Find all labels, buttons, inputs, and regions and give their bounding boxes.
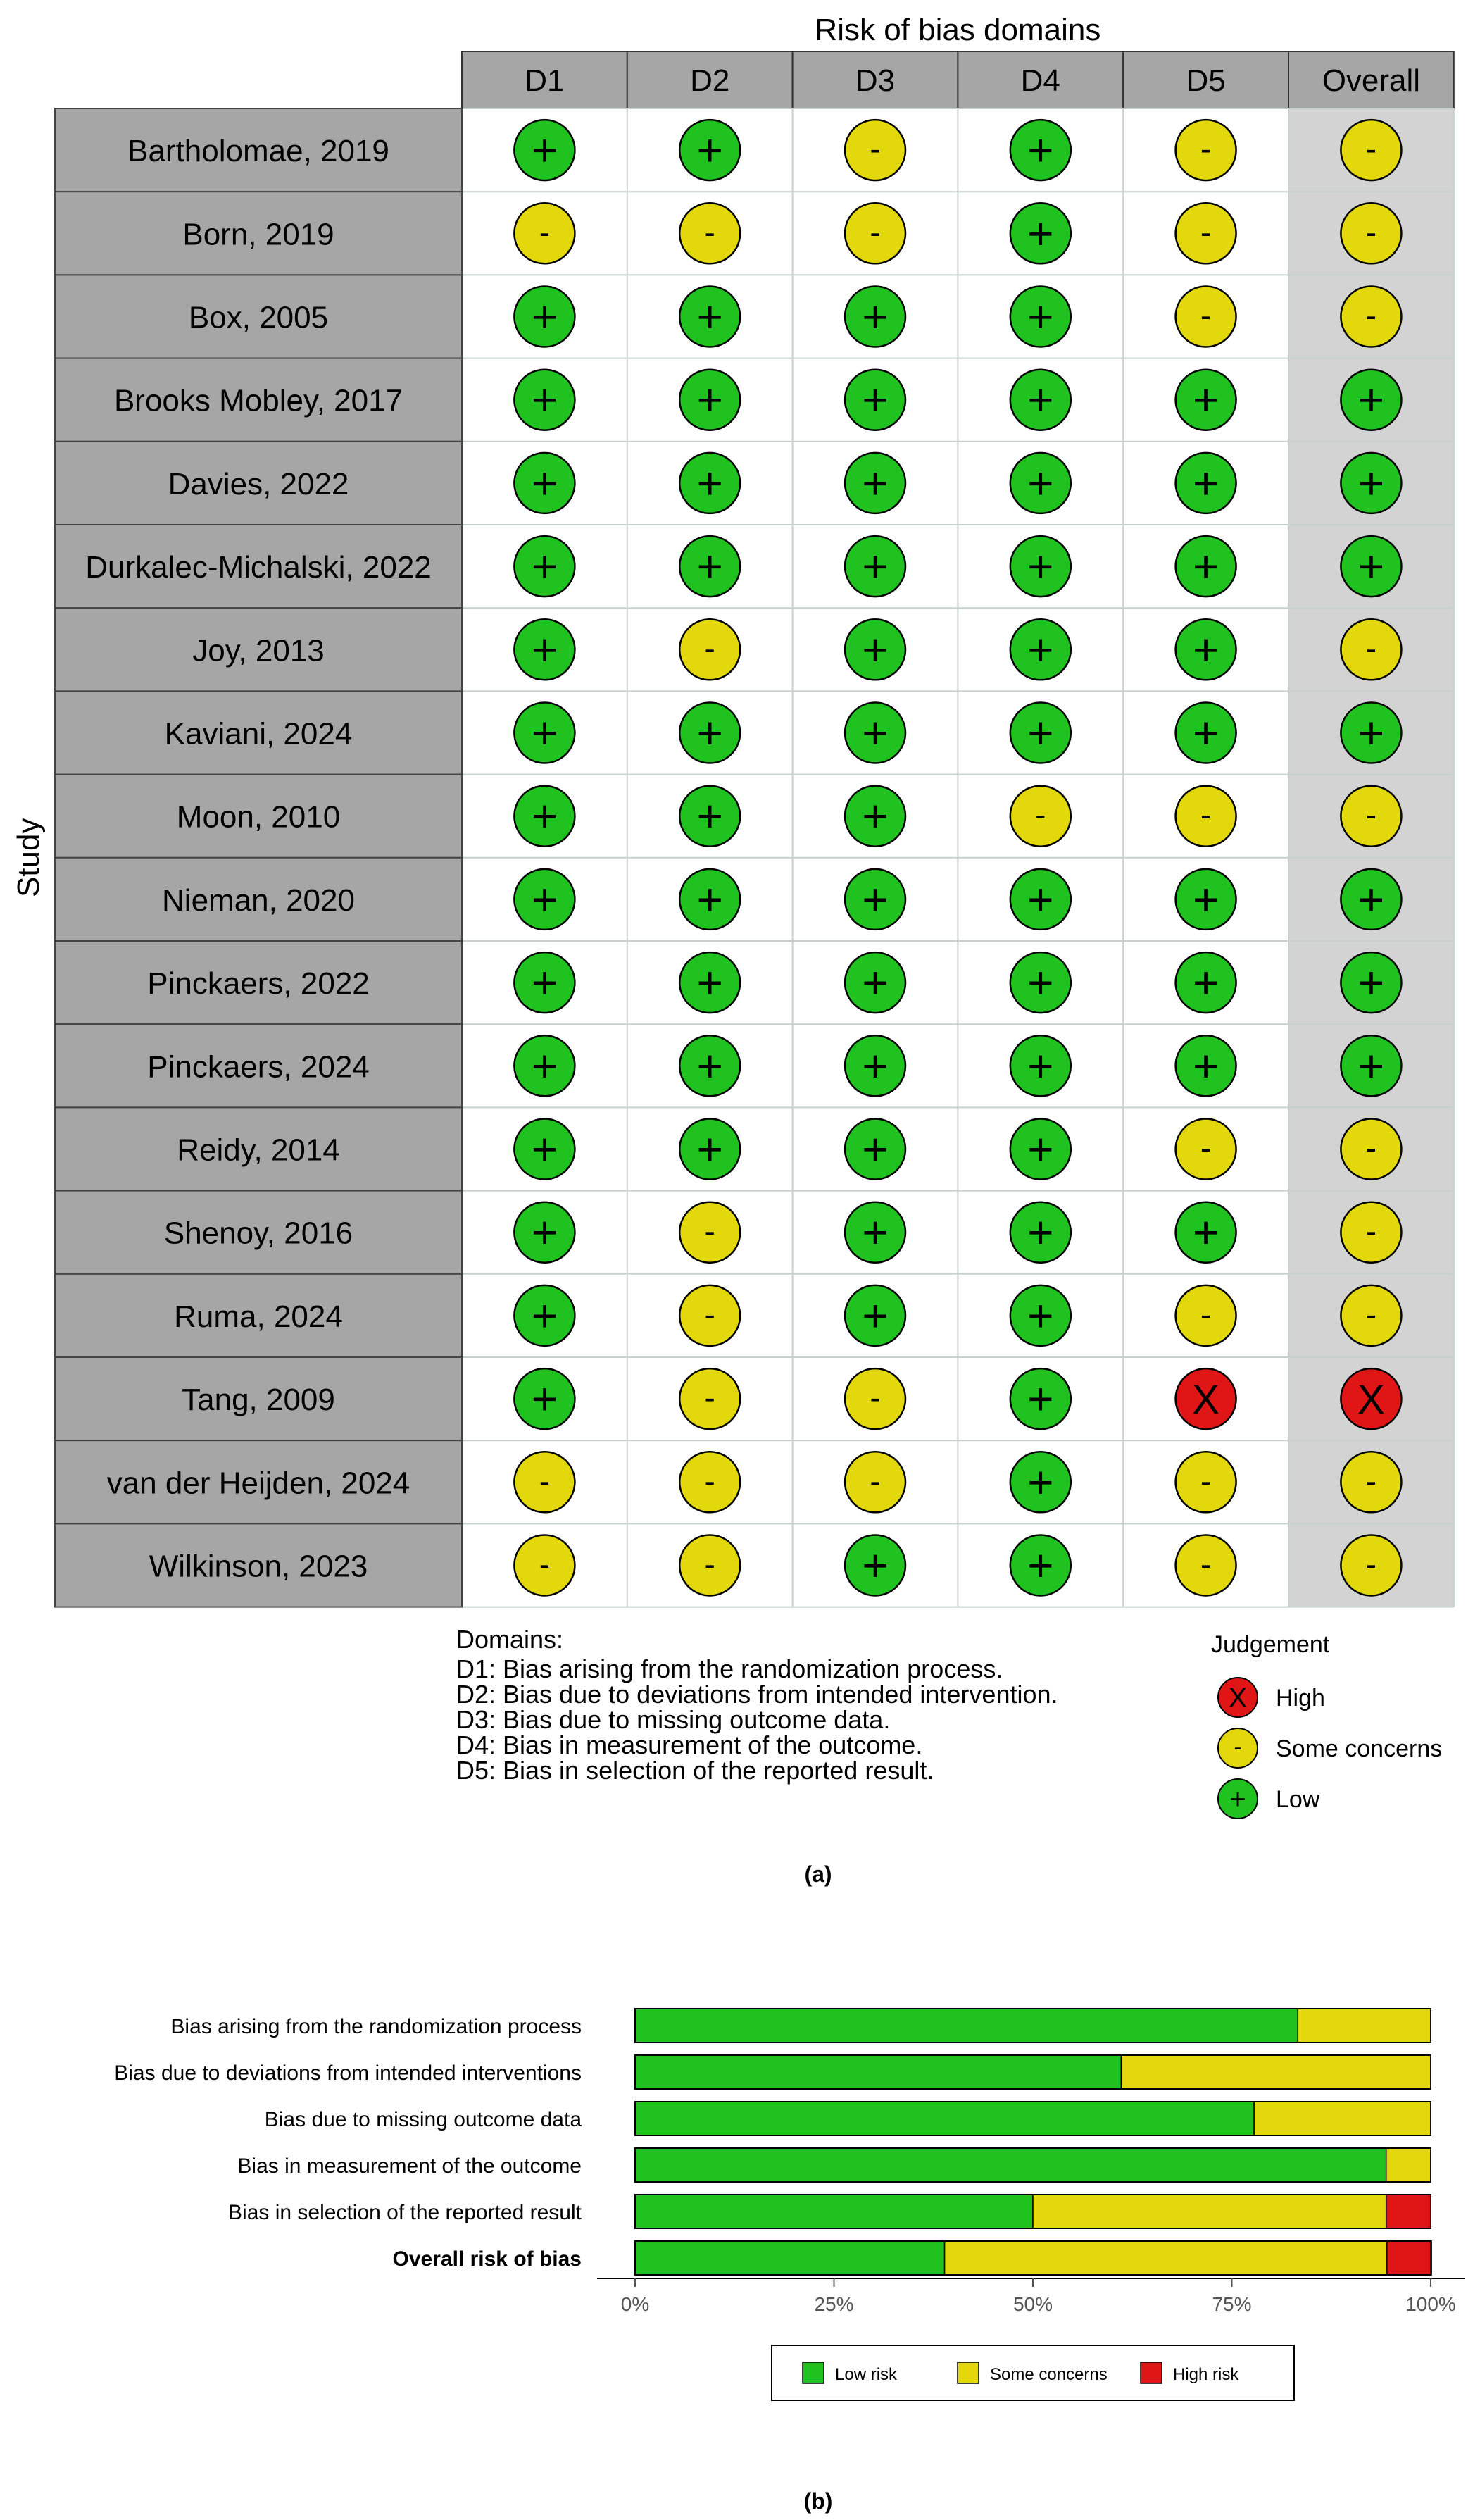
judgement-symbol: + bbox=[862, 1123, 889, 1175]
judgement-low bbox=[1010, 619, 1071, 680]
judgement-symbol: + bbox=[862, 541, 889, 592]
judgement-some bbox=[1341, 1202, 1401, 1263]
judgement-symbol: + bbox=[862, 1040, 889, 1092]
bar-segment-low bbox=[635, 2195, 1033, 2228]
judgement-low bbox=[1341, 869, 1401, 930]
study-label: Durkalec-Michalski, 2022 bbox=[85, 550, 432, 585]
judgement-symbol: - bbox=[1200, 1295, 1212, 1333]
judgement-symbol: + bbox=[862, 624, 889, 675]
judgement-some bbox=[1176, 287, 1236, 347]
judgement-some bbox=[1341, 786, 1401, 847]
judgement-symbol: + bbox=[696, 1123, 723, 1175]
judgement-symbol: - bbox=[704, 1212, 715, 1249]
judgement-symbol: - bbox=[870, 1462, 881, 1499]
judgement-some bbox=[1341, 203, 1401, 263]
judgement-some bbox=[1341, 619, 1401, 680]
judgement-symbol: + bbox=[531, 1290, 558, 1341]
judgement-symbol: + bbox=[862, 1540, 889, 1591]
judgement-some bbox=[514, 203, 575, 263]
judgement-low bbox=[1341, 370, 1401, 430]
judgement-symbol: - bbox=[539, 1545, 551, 1583]
judgement-low bbox=[1010, 203, 1071, 263]
judgement-symbol: X bbox=[1357, 1377, 1385, 1423]
judgement-symbol: - bbox=[539, 1462, 551, 1499]
judgement-symbol: + bbox=[1192, 624, 1219, 675]
judgement-symbol: + bbox=[1027, 374, 1054, 425]
judgement-symbol: + bbox=[1192, 457, 1219, 509]
judgement-low bbox=[845, 287, 905, 347]
judgement-high bbox=[1176, 1368, 1236, 1429]
judgement-low bbox=[1176, 619, 1236, 680]
judgement-symbol: + bbox=[1357, 541, 1385, 592]
judgement-symbol: - bbox=[1200, 1545, 1212, 1583]
judgement-low bbox=[1176, 536, 1236, 597]
judgement-symbol: - bbox=[1365, 1462, 1377, 1499]
judgement-symbol: + bbox=[862, 374, 889, 425]
judgement-symbol: + bbox=[1027, 1373, 1054, 1425]
judgement-symbol: + bbox=[862, 873, 889, 925]
study-label: Moon, 2010 bbox=[176, 799, 341, 835]
judgement-symbol: - bbox=[704, 630, 715, 667]
judgement-low bbox=[1341, 453, 1401, 513]
judgement-symbol: + bbox=[1357, 457, 1385, 509]
judgement-symbol: + bbox=[862, 1206, 889, 1258]
judgement-symbol: + bbox=[531, 457, 558, 509]
judgement-symbol: + bbox=[531, 374, 558, 425]
judgement-low bbox=[679, 952, 740, 1013]
judgement-symbol: + bbox=[862, 291, 889, 342]
domain-description: D5: Bias in selection of the reported result. bbox=[456, 1756, 934, 1785]
judgement-symbol: - bbox=[1035, 796, 1046, 833]
judgement-some bbox=[1341, 120, 1401, 180]
judgement-low bbox=[514, 1119, 575, 1180]
judgement-symbol: + bbox=[696, 125, 723, 176]
judgement-symbol: - bbox=[870, 1379, 881, 1416]
study-label: Nieman, 2020 bbox=[162, 882, 355, 918]
judgement-symbol: + bbox=[696, 1040, 723, 1092]
judgement-symbol: + bbox=[1027, 1206, 1054, 1258]
judgement-low bbox=[514, 786, 575, 847]
judgement-low bbox=[679, 120, 740, 180]
judgement-low bbox=[679, 869, 740, 930]
judgement-symbol: + bbox=[1192, 707, 1219, 759]
judgement-symbol: + bbox=[1027, 208, 1054, 259]
header-label-d5: D5 bbox=[1186, 63, 1226, 98]
judgement-symbol: + bbox=[1357, 707, 1385, 759]
judgement-some bbox=[1341, 1119, 1401, 1180]
bar-segment-high bbox=[1387, 2241, 1431, 2275]
judgement-low bbox=[1010, 703, 1071, 763]
judgement-symbol: + bbox=[531, 1040, 558, 1092]
header-label-d3: D3 bbox=[855, 63, 896, 98]
judgement-some bbox=[1176, 786, 1236, 847]
judgement-low bbox=[679, 536, 740, 597]
judgement-symbol: + bbox=[696, 291, 723, 342]
judgement-symbol: + bbox=[1027, 873, 1054, 925]
judgement-low bbox=[679, 703, 740, 763]
category-label: Overall risk of bias bbox=[392, 2247, 582, 2271]
judgement-low bbox=[1176, 370, 1236, 430]
legend-symbol: - bbox=[1234, 1734, 1242, 1761]
judgement-low bbox=[1176, 453, 1236, 513]
judgement-symbol: - bbox=[1365, 1545, 1377, 1583]
judgement-symbol: - bbox=[1365, 130, 1377, 168]
study-label: Pinckaers, 2024 bbox=[147, 1049, 370, 1085]
study-label: Joy, 2013 bbox=[192, 633, 325, 668]
judgement-low bbox=[679, 287, 740, 347]
judgement-symbol: - bbox=[539, 213, 551, 251]
judgement-symbol: + bbox=[1192, 1206, 1219, 1258]
judgement-high bbox=[1341, 1368, 1401, 1429]
judgement-symbol: + bbox=[1357, 957, 1385, 1009]
judgement-some bbox=[845, 1452, 905, 1512]
judgement-low bbox=[845, 453, 905, 513]
judgement-some bbox=[1010, 786, 1071, 847]
judgement-low bbox=[845, 786, 905, 847]
bar-segment-some bbox=[945, 2241, 1387, 2275]
judgement-symbol: + bbox=[862, 457, 889, 509]
domain-description: D3: Bias due to missing outcome data. bbox=[456, 1705, 891, 1734]
study-label: Box, 2005 bbox=[188, 300, 329, 335]
x-tick-label: 100% bbox=[1405, 2293, 1456, 2315]
judgement-some bbox=[1341, 1535, 1401, 1596]
legend-label-low: Low bbox=[1276, 1786, 1320, 1813]
bar-segment-some bbox=[1386, 2148, 1431, 2182]
judgement-symbol: + bbox=[1027, 457, 1054, 509]
judgement-symbol: + bbox=[1027, 707, 1054, 759]
judgement-low bbox=[1010, 1119, 1071, 1180]
bar-legend-swatch-some bbox=[958, 2362, 979, 2383]
judgement-low bbox=[679, 453, 740, 513]
judgement-symbol: + bbox=[1027, 1290, 1054, 1341]
judgement-low bbox=[1010, 287, 1071, 347]
header-label-d1: D1 bbox=[525, 63, 565, 98]
judgement-low bbox=[1176, 1202, 1236, 1263]
judgement-some bbox=[1176, 203, 1236, 263]
judgement-low bbox=[514, 869, 575, 930]
judgement-symbol: + bbox=[862, 707, 889, 759]
judgement-symbol: - bbox=[1200, 1129, 1212, 1166]
header-label-d2: D2 bbox=[690, 63, 730, 98]
judgement-symbol: + bbox=[696, 541, 723, 592]
judgement-low bbox=[514, 1285, 575, 1346]
judgement-symbol: + bbox=[531, 707, 558, 759]
judgement-low bbox=[1010, 952, 1071, 1013]
judgement-symbol: - bbox=[1200, 297, 1212, 334]
header-label-d4: D4 bbox=[1020, 63, 1060, 98]
judgement-low bbox=[1176, 703, 1236, 763]
judgement-symbol: + bbox=[1357, 374, 1385, 425]
study-label: Tang, 2009 bbox=[182, 1383, 335, 1418]
judgement-low bbox=[1010, 1368, 1071, 1429]
bar-segment-low bbox=[635, 2055, 1121, 2089]
y-axis-label: Study bbox=[11, 818, 46, 898]
judgement-low bbox=[1176, 1035, 1236, 1096]
judgement-symbol: + bbox=[1192, 374, 1219, 425]
legend-symbol: X bbox=[1228, 1683, 1248, 1714]
judgement-symbol: - bbox=[704, 1545, 715, 1583]
judgement-low bbox=[1176, 952, 1236, 1013]
bar-legend-label-high: High risk bbox=[1173, 2365, 1239, 2384]
judgement-some bbox=[1341, 1285, 1401, 1346]
judgement-symbol: - bbox=[1200, 1462, 1212, 1499]
judgement-symbol: - bbox=[1365, 213, 1377, 251]
judgement-symbol: - bbox=[1365, 1212, 1377, 1249]
judgement-symbol: + bbox=[696, 790, 723, 842]
legend-title: Judgement bbox=[1211, 1631, 1330, 1658]
judgement-low bbox=[845, 1535, 905, 1596]
judgement-low bbox=[514, 703, 575, 763]
judgement-symbol: + bbox=[696, 873, 723, 925]
judgement-symbol: - bbox=[1365, 796, 1377, 833]
judgement-symbol: + bbox=[531, 873, 558, 925]
judgement-symbol: + bbox=[531, 125, 558, 176]
judgement-low bbox=[1010, 1202, 1071, 1263]
bar-segment-low bbox=[635, 2241, 945, 2275]
judgement-low bbox=[845, 869, 905, 930]
judgement-low bbox=[514, 619, 575, 680]
x-tick-label: 75% bbox=[1212, 2293, 1252, 2315]
judgement-symbol: + bbox=[1027, 1457, 1054, 1508]
bar-segment-low bbox=[635, 2148, 1386, 2182]
judgement-low bbox=[514, 120, 575, 180]
judgement-symbol: + bbox=[1192, 873, 1219, 925]
summary-bar-plot bbox=[0, 1888, 1480, 2520]
judgement-symbol: + bbox=[531, 624, 558, 675]
caption-b: (b) bbox=[803, 2488, 833, 2514]
judgement-low bbox=[1010, 1452, 1071, 1512]
bar-segment-some bbox=[1254, 2102, 1431, 2135]
study-label: Kaviani, 2024 bbox=[164, 716, 353, 751]
judgement-symbol: + bbox=[1027, 957, 1054, 1009]
study-label: van der Heijden, 2024 bbox=[106, 1466, 410, 1501]
judgement-low bbox=[679, 370, 740, 430]
study-label: Davies, 2022 bbox=[168, 466, 349, 501]
bar-segment-some bbox=[1033, 2195, 1386, 2228]
judgement-symbol: + bbox=[696, 707, 723, 759]
bar-segment-some bbox=[1121, 2055, 1431, 2089]
judgement-low bbox=[1010, 536, 1071, 597]
judgement-low bbox=[514, 536, 575, 597]
judgement-low bbox=[514, 952, 575, 1013]
judgement-low bbox=[514, 370, 575, 430]
judgement-symbol: + bbox=[862, 790, 889, 842]
judgement-low bbox=[679, 786, 740, 847]
domains-heading: Domains: bbox=[456, 1625, 564, 1654]
judgement-symbol: - bbox=[1365, 1295, 1377, 1333]
judgement-low bbox=[514, 1035, 575, 1096]
judgement-low bbox=[1341, 952, 1401, 1013]
bar-segment-low bbox=[635, 2102, 1254, 2135]
judgement-low bbox=[845, 1285, 905, 1346]
judgement-low bbox=[845, 370, 905, 430]
study-label: Born, 2019 bbox=[182, 217, 334, 252]
judgement-symbol: + bbox=[1192, 1040, 1219, 1092]
judgement-low bbox=[1010, 869, 1071, 930]
judgement-low bbox=[514, 453, 575, 513]
study-label: Wilkinson, 2023 bbox=[149, 1549, 368, 1584]
judgement-low bbox=[1341, 703, 1401, 763]
bar-legend-label-some: Some concerns bbox=[990, 2365, 1108, 2384]
legend-symbol: + bbox=[1229, 1784, 1246, 1815]
bar-segment-some bbox=[1298, 2009, 1431, 2042]
judgement-some bbox=[845, 1368, 905, 1429]
judgement-symbol: + bbox=[531, 790, 558, 842]
judgement-some bbox=[1176, 1535, 1236, 1596]
bar-legend-swatch-high bbox=[1141, 2362, 1162, 2383]
judgement-symbol: + bbox=[1027, 1123, 1054, 1175]
judgement-some bbox=[1341, 287, 1401, 347]
study-label: Reidy, 2014 bbox=[177, 1133, 340, 1168]
legend-label-high: High bbox=[1276, 1685, 1325, 1711]
judgement-symbol: + bbox=[862, 1290, 889, 1341]
judgement-low bbox=[1341, 536, 1401, 597]
judgement-low bbox=[679, 1035, 740, 1096]
bar-legend-label-low: Low risk bbox=[835, 2365, 898, 2384]
domain-description: D2: Bias due to deviations from intended intervention. bbox=[456, 1680, 1058, 1709]
judgement-some bbox=[679, 1285, 740, 1346]
judgement-some bbox=[679, 619, 740, 680]
judgement-symbol: + bbox=[1027, 291, 1054, 342]
judgement-low bbox=[1010, 1035, 1071, 1096]
judgement-symbol: + bbox=[531, 1123, 558, 1175]
judgement-some bbox=[845, 120, 905, 180]
judgement-low bbox=[845, 1202, 905, 1263]
judgement-symbol: + bbox=[1027, 125, 1054, 176]
judgement-low bbox=[679, 1119, 740, 1180]
judgement-symbol: + bbox=[696, 457, 723, 509]
judgement-symbol: - bbox=[704, 1295, 715, 1333]
category-label: Bias in selection of the reported result bbox=[228, 2201, 582, 2224]
judgement-low bbox=[845, 1119, 905, 1180]
judgement-symbol: + bbox=[531, 541, 558, 592]
judgement-symbol: + bbox=[531, 291, 558, 342]
judgement-symbol: + bbox=[1357, 1040, 1385, 1092]
judgement-symbol: + bbox=[696, 957, 723, 1009]
study-label: Shenoy, 2016 bbox=[163, 1216, 353, 1251]
bar-segment-high bbox=[1386, 2195, 1431, 2228]
judgement-some bbox=[514, 1535, 575, 1596]
judgement-low bbox=[514, 1368, 575, 1429]
judgement-low bbox=[514, 1202, 575, 1263]
judgement-some bbox=[679, 1202, 740, 1263]
judgement-low bbox=[1010, 1535, 1071, 1596]
judgement-symbol: + bbox=[1027, 624, 1054, 675]
judgement-symbol: - bbox=[1200, 130, 1212, 168]
judgement-symbol: X bbox=[1192, 1377, 1219, 1423]
judgement-some bbox=[1176, 1285, 1236, 1346]
bar-segment-low bbox=[635, 2009, 1298, 2042]
judgement-some bbox=[1176, 1452, 1236, 1512]
bar-legend-swatch-low bbox=[803, 2362, 824, 2383]
judgement-some bbox=[679, 1535, 740, 1596]
domain-description: D4: Bias in measurement of the outcome. bbox=[456, 1730, 923, 1759]
judgement-symbol: - bbox=[704, 1462, 715, 1499]
judgement-symbol: + bbox=[1357, 873, 1385, 925]
judgement-symbol: + bbox=[531, 1373, 558, 1425]
judgement-some bbox=[679, 1452, 740, 1512]
judgement-low bbox=[1010, 453, 1071, 513]
judgement-low bbox=[845, 703, 905, 763]
judgement-low bbox=[845, 619, 905, 680]
legend-label-some: Some concerns bbox=[1276, 1735, 1443, 1762]
judgement-some bbox=[845, 203, 905, 263]
category-label: Bias due to deviations from intended interventions bbox=[114, 2061, 582, 2085]
study-label: Brooks Mobley, 2017 bbox=[113, 383, 403, 418]
judgement-low bbox=[1010, 370, 1071, 430]
caption-a: (a) bbox=[804, 1861, 832, 1887]
judgement-low bbox=[514, 287, 575, 347]
judgement-symbol: - bbox=[704, 1379, 715, 1416]
judgement-symbol: - bbox=[870, 213, 881, 251]
x-tick-label: 50% bbox=[1012, 2293, 1053, 2315]
judgement-symbol: - bbox=[704, 213, 715, 251]
judgement-low bbox=[1010, 1285, 1071, 1346]
judgement-symbol: - bbox=[1365, 1129, 1377, 1166]
judgement-some bbox=[679, 203, 740, 263]
judgement-low bbox=[1341, 1035, 1401, 1096]
x-tick-label: 25% bbox=[814, 2293, 854, 2315]
domain-description: D1: Bias arising from the randomization process. bbox=[456, 1654, 1003, 1683]
judgement-symbol: + bbox=[862, 957, 889, 1009]
plot-title: Risk of bias domains bbox=[815, 13, 1101, 47]
judgement-symbol: - bbox=[870, 130, 881, 168]
judgement-symbol: - bbox=[1365, 630, 1377, 667]
category-label: Bias arising from the randomization process bbox=[170, 2015, 582, 2038]
category-label: Bias in measurement of the outcome bbox=[237, 2154, 582, 2178]
judgement-low bbox=[1010, 120, 1071, 180]
judgement-some bbox=[1176, 120, 1236, 180]
judgement-symbol: + bbox=[1027, 1540, 1054, 1591]
header-label-overall: Overall bbox=[1322, 63, 1421, 98]
judgement-symbol: + bbox=[1192, 957, 1219, 1009]
category-label: Bias due to missing outcome data bbox=[264, 2108, 582, 2131]
study-label: Ruma, 2024 bbox=[174, 1299, 343, 1334]
judgement-symbol: + bbox=[531, 957, 558, 1009]
judgement-low bbox=[845, 536, 905, 597]
judgement-some bbox=[679, 1368, 740, 1429]
judgement-symbol: + bbox=[1192, 541, 1219, 592]
judgement-symbol: - bbox=[1200, 213, 1212, 251]
judgement-some bbox=[1176, 1119, 1236, 1180]
judgement-some bbox=[1341, 1452, 1401, 1512]
judgement-symbol: - bbox=[1200, 796, 1212, 833]
judgement-low bbox=[845, 952, 905, 1013]
judgement-symbol: + bbox=[531, 1206, 558, 1258]
judgement-symbol: + bbox=[696, 374, 723, 425]
judgement-symbol: - bbox=[1365, 297, 1377, 334]
study-label: Pinckaers, 2022 bbox=[147, 966, 370, 1002]
judgement-low bbox=[845, 1035, 905, 1096]
x-tick-label: 0% bbox=[620, 2293, 650, 2315]
judgement-symbol: + bbox=[1027, 1040, 1054, 1092]
study-label: Bartholomae, 2019 bbox=[127, 134, 389, 169]
judgement-low bbox=[1176, 869, 1236, 930]
judgement-symbol: + bbox=[1027, 541, 1054, 592]
judgement-some bbox=[514, 1452, 575, 1512]
